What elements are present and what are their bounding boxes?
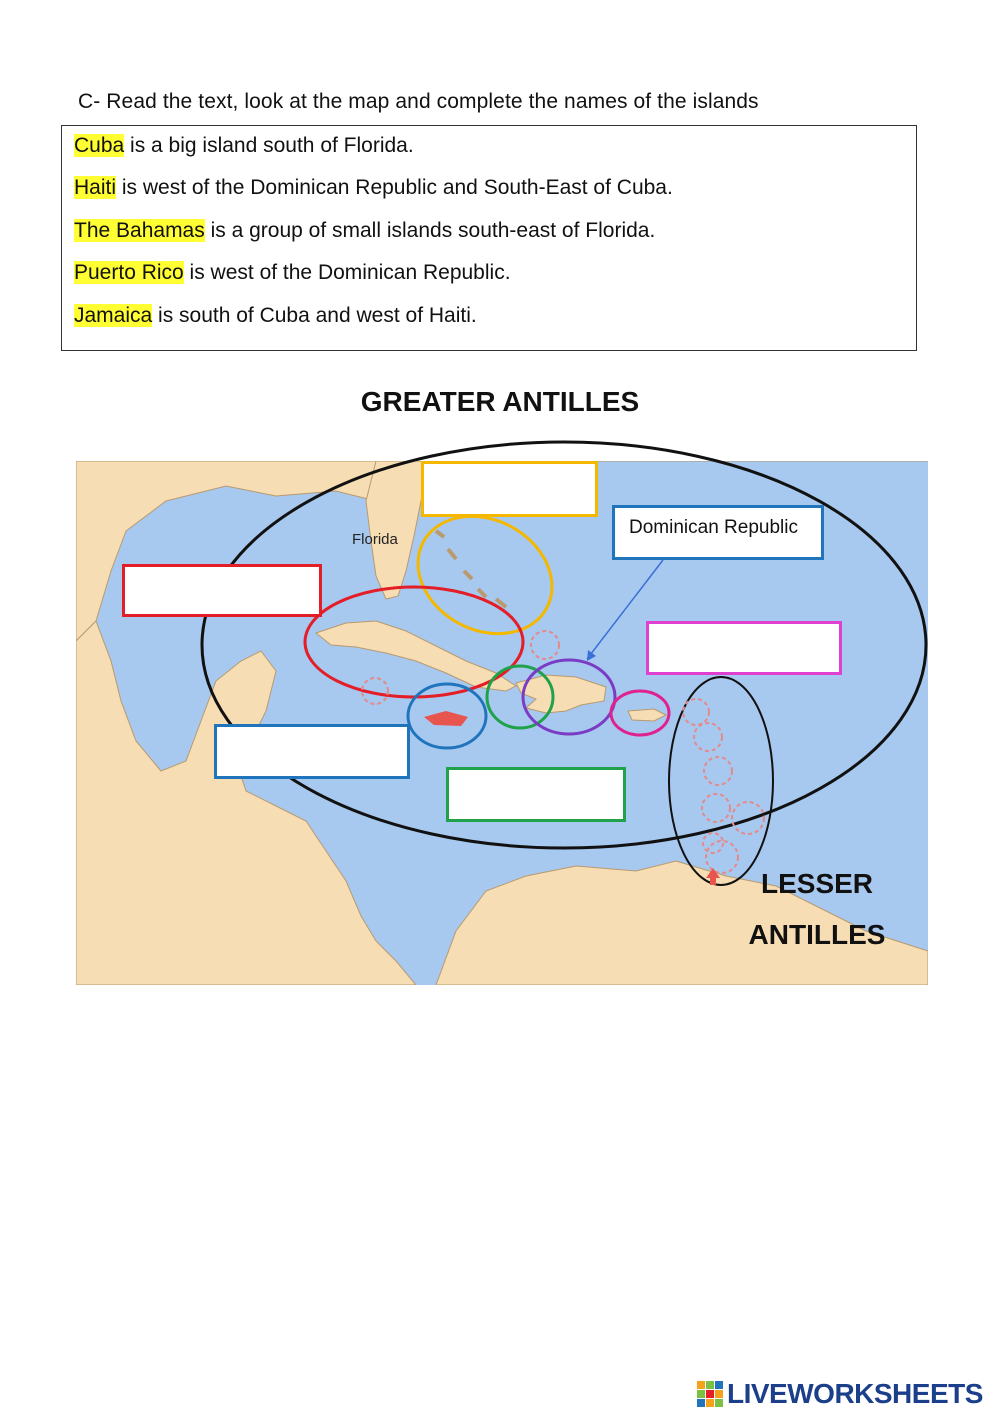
answer-box-haiti[interactable] [446, 767, 626, 822]
sentence-bahamas [74, 219, 655, 243]
hispaniola-island [516, 675, 606, 713]
answer-box-puerto-rico[interactable] [646, 621, 842, 675]
sentence-jamaica [74, 304, 477, 328]
reading-text-box [61, 125, 917, 351]
lesser-label-line2: ANTILLES [748, 919, 886, 950]
instruction-text: C- Read the text, look at the map and complete the names of the islands [78, 90, 759, 113]
liveworksheets-logo [697, 1378, 983, 1410]
jamaica-island [424, 711, 468, 726]
florida [366, 461, 428, 599]
cuba-island [316, 621, 516, 691]
greater-antilles-heading: GREATER ANTILLES [360, 386, 640, 417]
puerto-rico-island [628, 709, 666, 721]
highlight-haiti: Haiti [74, 176, 117, 199]
highlight-jamaica: Jamaica [74, 304, 153, 327]
answer-box-cuba[interactable] [122, 564, 322, 617]
sentence-text: is a group of small islands south-east of Florida. [204, 219, 656, 242]
sentence-text: is a big island south of Florida. [124, 134, 414, 157]
highlight-puerto-rico: Puerto Rico [74, 261, 184, 284]
logo-text: LIVEWORKSHEETS [727, 1378, 983, 1409]
highlight-cuba: Cuba [74, 134, 125, 157]
dominican-republic-label: Dominican Republic [612, 505, 824, 560]
sentence-haiti [74, 176, 673, 200]
mexico-central-america [76, 621, 416, 985]
logo-grid-icon [697, 1381, 723, 1407]
answer-box-bahamas[interactable] [421, 461, 598, 517]
highlight-bahamas: The Bahamas [74, 219, 205, 242]
sentence-puerto-rico [74, 261, 511, 285]
sentence-text: is south of Cuba and west of Haiti. [152, 304, 477, 327]
sentence-text: is west of the Dominican Republic. [183, 261, 511, 284]
sentence-cuba [74, 134, 414, 158]
bahamas-islands [436, 531, 506, 607]
sentence-text: is west of the Dominican Republic and South-East of Cuba. [116, 176, 673, 199]
florida-label: Florida [352, 531, 398, 548]
lesser-label-line1: LESSER [760, 868, 874, 899]
answer-box-jamaica[interactable] [214, 724, 410, 779]
lesser-antilles-label [742, 858, 892, 960]
